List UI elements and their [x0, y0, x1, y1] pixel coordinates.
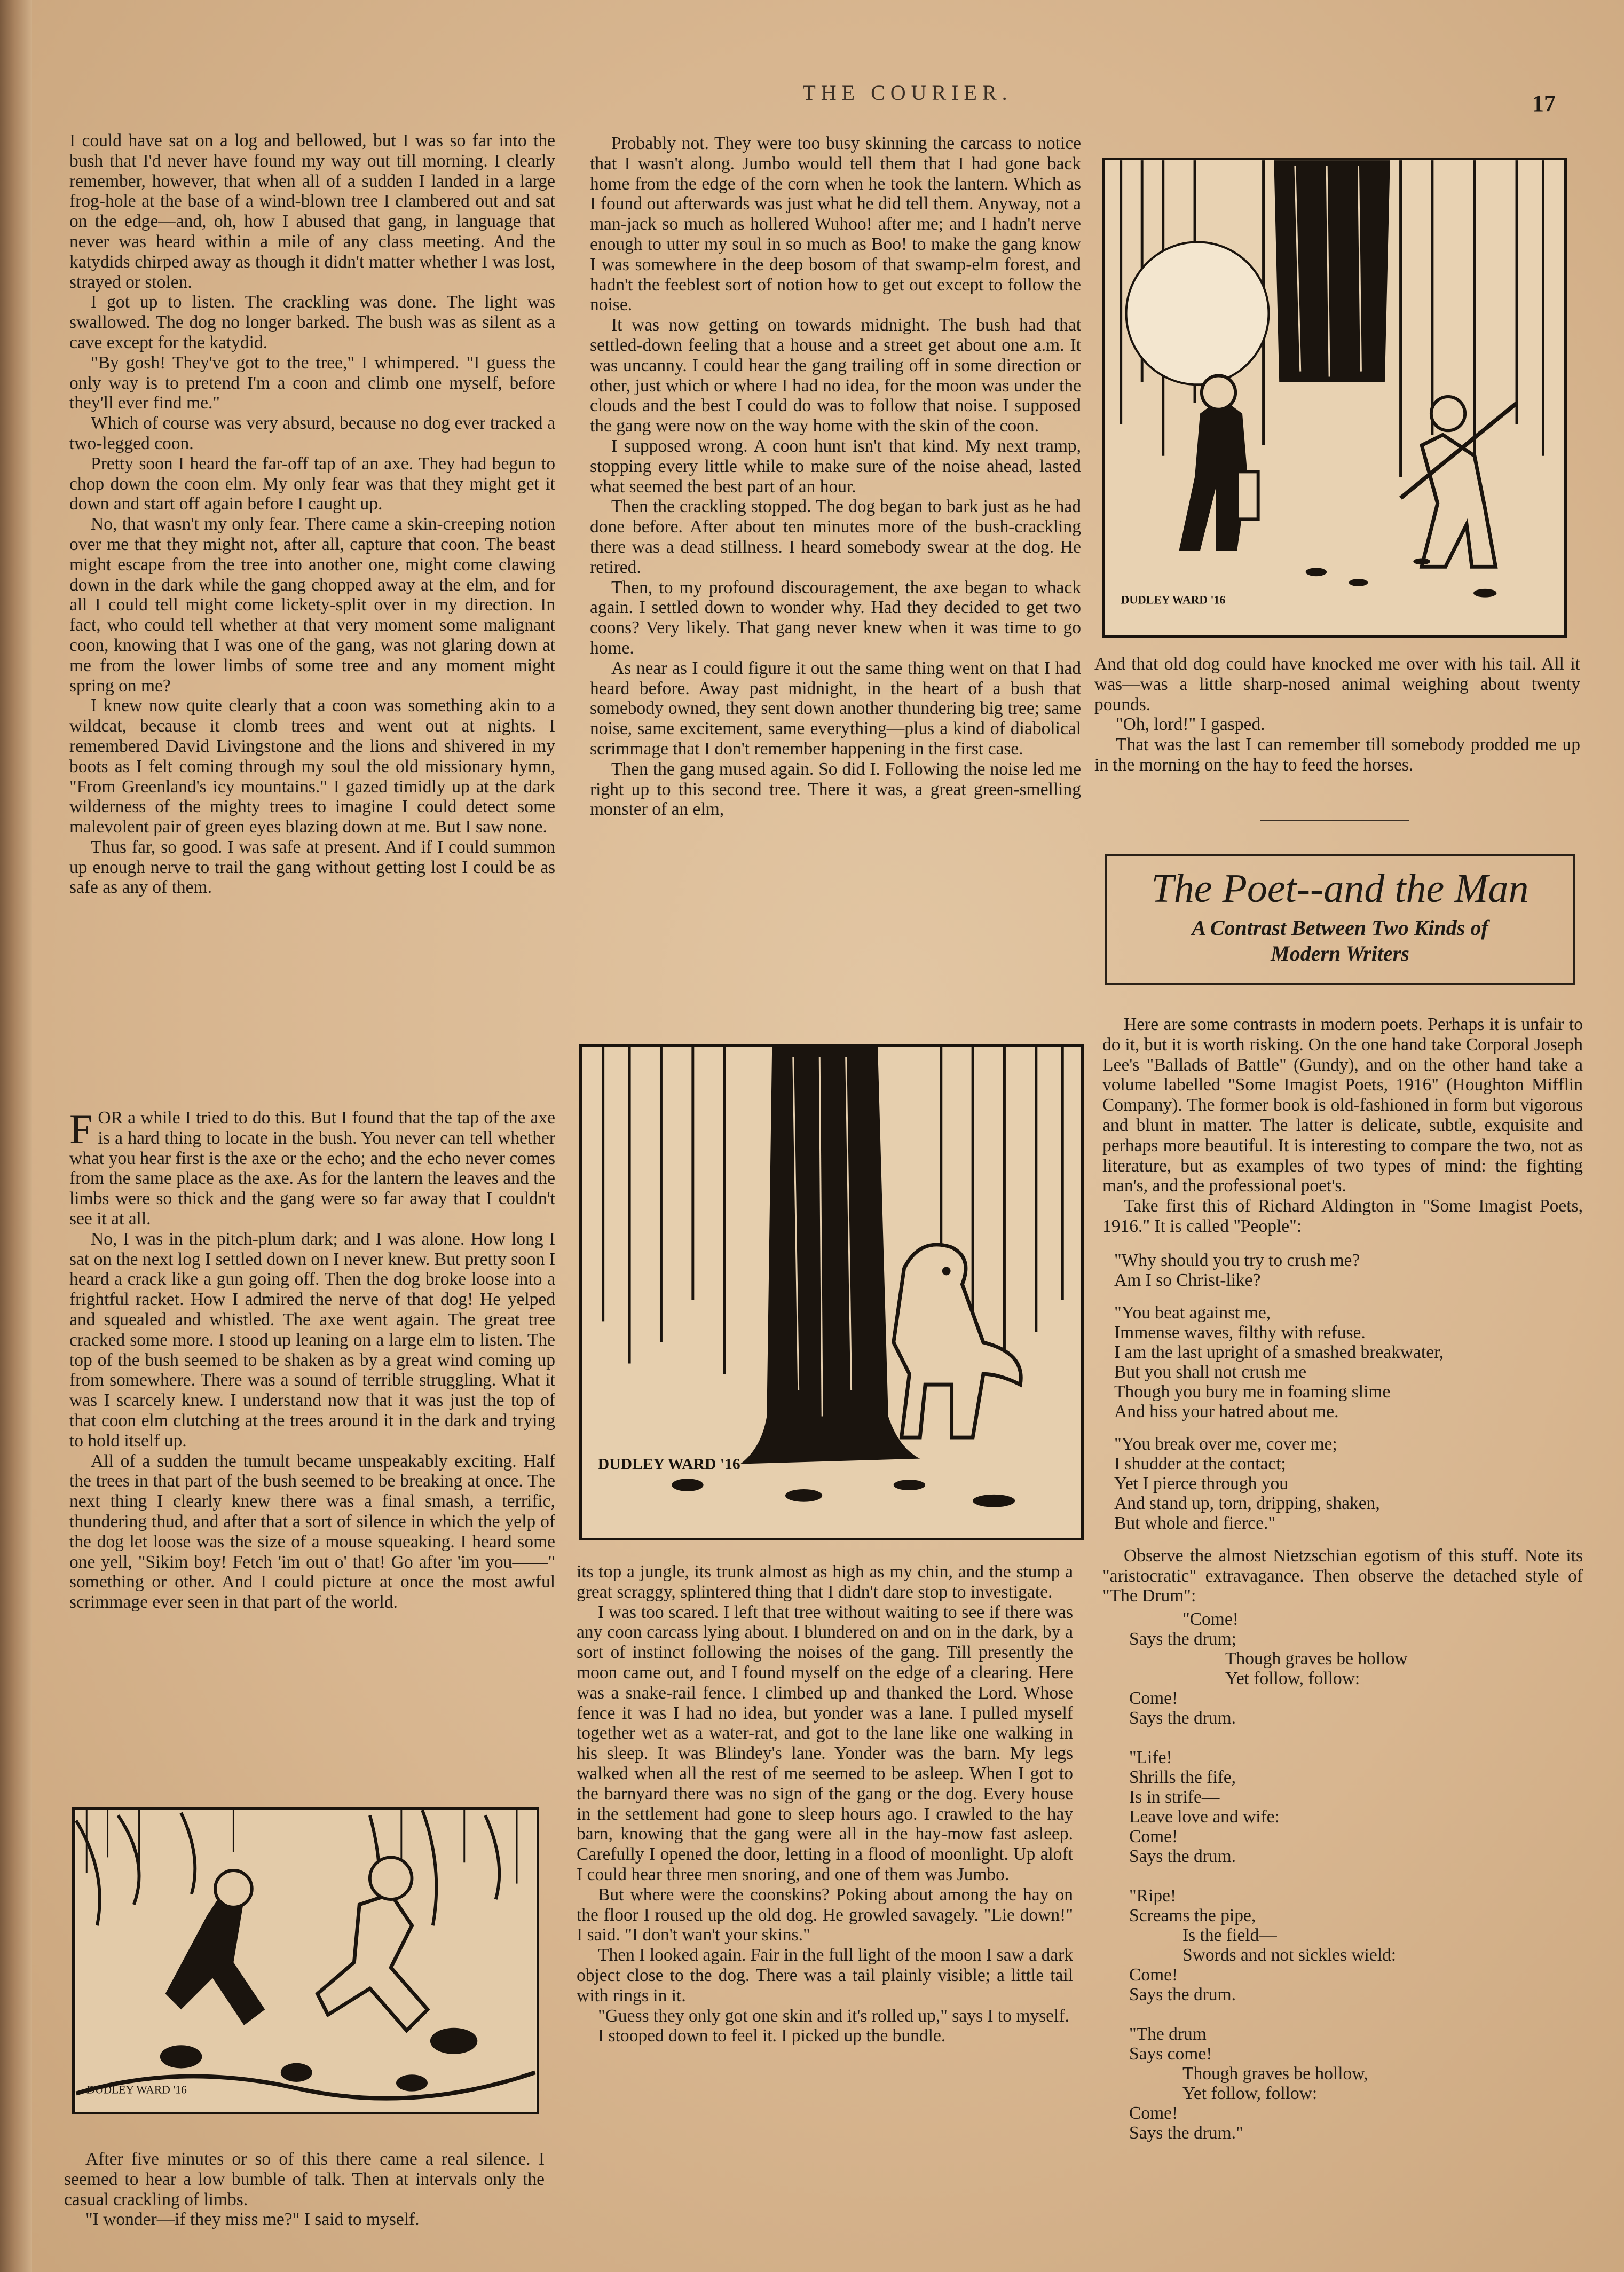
column-3-story-end	[1094, 654, 1580, 775]
poem-line: Swords and not sickles wield:	[1182, 1945, 1397, 1966]
paragraph: All of a sudden the tumult became unspeakably exciting. Half the trees in that part of the bush seemed to be breaking at once. The next thing I clearly knew there was a final smash, a terrific, thundering thud, and after that a sort of silence in which the yelp of the dog let loose was the size of a mouse squeaking. I heard some one yell, "Sikim boy! Fetch 'im out o' that! Go after 'im you——" something or other. And I could picture at once the most awful scrimmage ever seen in that part of the world.	[69, 1451, 555, 1613]
poem-line: Says the drum.	[1129, 1708, 1236, 1728]
poem-line: Says the drum.	[1129, 1846, 1236, 1867]
page-header: THE COURIER.	[802, 81, 1013, 105]
artist-signature: DUDLEY WARD '16	[597, 1456, 740, 1473]
poem-line: Says the drum.	[1129, 1985, 1236, 2005]
paragraph-text: OR a while I tried to do this. But I found that the tap of the axe is a hard thing to locate in the bush. You never can tell whether what you hear first is the axe or the echo; and the echo never comes from the same place as the axe. As for the lantern the leaves and the limbs were so thick and the gang were so far away that I couldn't see it at all.	[69, 1108, 555, 1229]
dog-tree-drawing	[582, 1047, 1081, 1538]
poem-line: "Come!	[1182, 1609, 1239, 1630]
paragraph: But where were the coonskins? Poking about among the hay on the floor I roused up the old dog. He growled savagely. "Lie down!" I said. "I don't wan't your skins."	[577, 1884, 1073, 1945]
poem-line: I am the last upright of a smashed breakwater,	[1114, 1342, 1444, 1362]
artist-signature: DUDLEY WARD '16	[1121, 593, 1226, 607]
paragraph-dropcap	[69, 1108, 555, 1229]
illustration-moonlit-chopping	[1102, 158, 1567, 638]
poem-line: Screams the pipe,	[1129, 1906, 1256, 1926]
poem-line: Come!	[1129, 1688, 1178, 1709]
poem-people	[1102, 1251, 1583, 1533]
column-1-top	[69, 131, 555, 898]
poem-line: Yet follow, follow:	[1182, 2084, 1318, 2104]
poem-line: But you shall not crush me	[1114, 1362, 1307, 1382]
poem-line: "You beat against me,	[1114, 1302, 1271, 1323]
paragraph: No, I was in the pitch-plum dark; and I was alone. How long I sat on the next log I settled down on I never knew. But pretty soon I heard a crack like a gun going off. Then the dog broke loose into a frightful racket. How I admired the nerve of that dog! He yelped and squealed and whistled. The axe went again. The great tree cracked some more. I stood up leaning on a large elm to listen. The top of the bush seemed to be shaken as by a great wind coming up from somewhere. There was a sound of terrible struggling. What it was I scarcely knew. I understand now that it was just the top of that coon elm clutching at the trees around it in the dark and trying to hold itself up.	[69, 1229, 555, 1451]
paragraph: I supposed wrong. A coon hunt isn't that kind. My next tramp, stopping every little while to make sure of the noise ahead, lasted what seemed the best part of an hour.	[590, 436, 1081, 497]
poem-line: Says the drum."	[1129, 2123, 1243, 2143]
paragraph: "I wonder—if they miss me?" I said to myself.	[85, 2210, 420, 2230]
paragraph: I got up to listen. The crackling was done. The light was swallowed. The dog no longer barked. The bush was as silent as a cave except for the katydid.	[69, 292, 555, 352]
paragraph: I stooped down to feel it. I picked up the bundle.	[598, 2026, 946, 2046]
paragraph: That was the last I can remember till somebody prodded me up in the morning on the hay to feed the horses.	[1094, 735, 1580, 775]
paragraph: Then the crackling stopped. The dog began to bark just as he had done before. After about ten minutes more of the bush-crackling there was a dead stillness. I heard somebody swear at the dog. He retired.	[590, 497, 1081, 577]
column-2-bottom	[577, 1562, 1073, 2046]
poem-line: "Ripe!	[1129, 1886, 1177, 1906]
poem-stanza	[1114, 1303, 1583, 1421]
article-subtitle-line-1: A Contrast Between Two Kinds of	[1192, 916, 1488, 940]
paragraph: its top a jungle, its trunk almost as high as my chin, and the stump a great scraggy, splintered thing that I didn't dare stop to investigate.	[577, 1562, 1073, 1602]
poem-line: "The drum	[1129, 2024, 1207, 2045]
illustration-boys-running	[72, 1807, 539, 2114]
poem-line: Come!	[1129, 2103, 1178, 2124]
paragraph: And that old dog could have knocked me over with his tail. All it was—was a little sharp-nosed animal weighing about twenty pounds.	[1094, 654, 1580, 714]
column-2-top	[590, 133, 1081, 820]
poem-line: Though graves be hollow	[1225, 1649, 1408, 1669]
paragraph: Here are some contrasts in modern poets. Perhaps it is unfair to do it, but it is worth risking. On the one hand take Corporal Joseph Lee's "Ballads of Battle" (Gundy), and on the other hand take a volume labelled "Some Imagist Poets, 1916" (Houghton Mifflin Company). The former book is old-fashioned in form but vigorous and blunt in matter. The latter is delicate, subtle, exquisite and perhaps more beautiful. It is interesting to compare the two, not as literature, but as examples of two types of mind: the fighting man's, and the professional poet's.	[1102, 1015, 1583, 1196]
page-number: 17	[1532, 90, 1556, 116]
paragraph: Probably not. They were too busy skinning the carcass to notice that I wasn't along. Jumbo would tell them that I had gone back home from the edge of the corn when he took the lantern. Which as I found out afterwards was just what he did tell them. Anyway, not a man-jack so much as hollered Wuhoo! after me; and I hadn't nerve enough to utter my soul in so much as Boo! to make the gang know I was somewhere in the deep bosom of that swamp-elm forest, and hadn't the feeblest sort of notion how to get out except to follow the noise.	[590, 133, 1081, 315]
paragraph: I could have sat on a log and bellowed, but I was so far into the bush that I'd never have found my way out till morning. I clearly remember, however, that when all of a sudden I landed in a large frog-hole at the base of a wind-blown tree I clambered out and sat on the edge—and, oh, how I abused that gang, in language that never was heard within a mile of any class meeting. And the katydids chirped away as though it didn't matter whether I was lost, strayed or stolen.	[69, 131, 555, 292]
poem-line: But whole and fierce."	[1114, 1513, 1276, 1533]
paragraph: Then I looked again. Fair in the full light of the moon I saw a dark object close to the dog. There was a tail plainly visible; a little tail with rings in it.	[577, 1945, 1073, 2006]
poem-stanza-gap	[1129, 2004, 1583, 2024]
paragraph: Take first this of Richard Aldington in "Some Imagist Poets, 1916." It is called "People":	[1102, 1196, 1583, 1236]
poem-line: Shrills the fife,	[1129, 1767, 1236, 1788]
poem-line: I shudder at the contact;	[1114, 1453, 1286, 1474]
paragraph: "By gosh! They've got to the tree," I whimpered. "I guess the only way is to pretend I'm a coon and climb one myself, before they'll ever find me."	[69, 352, 555, 413]
paragraph: No, that wasn't my only fear. There came a skin-creeping notion over me that they might not, after all, capture that coon. The beast might escape from the tree into another one, might come clawing down in the dark while the gang chopped away at the elm, and for all I could tell might come lickety-split over in my direction. In fact, who could tell whether at that very moment some malignant coon, knowing that I was one of the gang, was not glaring down at me from the lower limbs of some tree and any moment might spring on me?	[69, 514, 555, 696]
poem-line: Though you bury me in foaming slime	[1114, 1381, 1391, 1402]
section-divider	[1260, 820, 1409, 821]
poem-line: Am I so Christ-like?	[1114, 1270, 1261, 1290]
paragraph: Then the gang mused again. So did I. Following the noise led me right up to this second tree. There it was, a great green-smelling monster of an elm,	[590, 759, 1081, 820]
poem-line: Is the field—	[1182, 1925, 1277, 1946]
article-subtitle-line-2: Modern Writers	[1271, 941, 1409, 965]
poem-stanza	[1114, 1434, 1583, 1533]
moonlit-chopping-drawing	[1105, 160, 1564, 635]
poem-line: Says come!	[1129, 2044, 1212, 2064]
paragraph: I knew now quite clearly that a coon was something akin to a wildcat, because it clomb trees and went out at nights. I remembered David Livingstone and the lions and shivered in my boots as I felt coming through my soul the old missionary hymn, "From Greenland's icy mountains." I gazed timidly up at the dark wilderness of the mighty trees to imagine I could detect some malevolent pair of green eyes blazing down at me. But I saw none.	[69, 696, 555, 837]
paragraph: After five minutes or so of this there came a real silence. I seemed to hear a low bumble of talk. Then at intervals only the casual crackling of limbs.	[64, 2149, 545, 2210]
article-title-box	[1105, 854, 1575, 985]
column-1-bottom	[64, 2149, 545, 2230]
illustration-dog-at-tree	[579, 1044, 1084, 1540]
poem-stanza-gap	[1129, 1728, 1583, 1748]
poem-line: Come!	[1129, 1965, 1178, 1985]
artist-signature: DUDLEY WARD '16	[86, 2083, 187, 2096]
paragraph: Pretty soon I heard the far-off tap of an axe. They had begun to chop down the coon elm. My only fear was that they might get it down and start off again before I caught up.	[69, 453, 555, 514]
page-binding-edge	[0, 0, 32, 2272]
poem-line: Immense waves, filthy with refuse.	[1114, 1322, 1366, 1342]
poem-line: "Life!	[1129, 1748, 1172, 1768]
poem-line: Yet follow, follow:	[1225, 1669, 1360, 1689]
paragraph: "Oh, lord!" I gasped.	[1116, 714, 1265, 735]
poem-the-drum	[1102, 1609, 1583, 2143]
poem-line: Says the drum;	[1129, 1629, 1236, 1649]
column-1-middle	[69, 1108, 555, 1613]
poem-line: Come!	[1129, 1827, 1178, 1847]
paragraph: Observe the almost Nietzschian egotism of this stuff. Note its "aristocratic" extravagance. Then observe the detached style of "The Drum":	[1102, 1545, 1583, 1606]
poem-line: "Why should you try to crush me?	[1114, 1250, 1360, 1270]
paragraph: Which of course was very absurd, because no dog ever tracked a two-legged coon.	[69, 413, 555, 453]
poem-line: Is in strife—	[1129, 1787, 1220, 1807]
poem-stanza-gap	[1129, 1866, 1583, 1886]
paragraph: As near as I could figure it out the same thing went on that I had heard before. Away past midnight, in the heart of a bush that somebody owned, they sent down another thundering big tree; same noise, same excitement, same everything—plus a kind of diabolical scrimmage that I don't remember happening in the first case.	[590, 658, 1081, 759]
paragraph: "Guess they only got one skin and it's rolled up," says I to myself.	[598, 2006, 1069, 2026]
drop-cap: F	[69, 1106, 93, 1152]
paragraph: I was too scared. I left that tree without waiting to see if there was any coon carcass lying about. I blundered on and on in the dark, by a sort of instinct following the noises of the gang. Till presently the moon came out, and I found myself on the edge of a clearing. Here was a snake-rail fence. I climbed up and thanked the Lord. Whose fence it was I had no idea, but yonder was a lane. I pulled myself together wet as a water-rat, and got to the lane like one walking in his sleep. It was Blindey's lane. Yonder was the barn. My legs walked when all the rest of me seemed to be asleep. When I got to the barnyard there was no sign of the gang or the dog. Every house in the settlement had gone to sleep hours ago. I crawled to the hay barn, knowing that the gang were all in the hay-mow fast asleep. Carefully I opened the door, letting in a flood of moonlight. Up aloft I could hear three men snoring, and one of them was Jumbo.	[577, 1602, 1073, 1884]
poem-line: Yet I pierce through you	[1114, 1473, 1288, 1493]
poem-line: Leave love and wife:	[1129, 1807, 1280, 1827]
poem-line: And hiss your hatred about me.	[1114, 1401, 1339, 1421]
paragraph: Then, to my profound discouragement, the axe began to whack again. I settled down to wonder why. Had they decided to get two coons? Very likely. That gang never knew when it was time to go home.	[590, 577, 1081, 658]
paragraph: Thus far, so good. I was safe at present. And if I could summon up enough nerve to trail the gang without getting lost I could be as safe as any of them.	[69, 837, 555, 898]
poem-line: And stand up, torn, dripping, shaken,	[1114, 1493, 1380, 1513]
paragraph: It was now getting on towards midnight. The bush had that settled-down feeling that a house and a street get about one a.m. It was uncanny. I could hear the gang trailing off in some direction or other, just which or where I had no idea, for the moon was under the clouds and the best I could do was to follow that noise. I supposed the gang were now on the way home with the skin of the coon.	[590, 315, 1081, 436]
boys-running-drawing	[75, 1810, 537, 2112]
poem-stanza	[1114, 1251, 1583, 1290]
poem-line: Though graves be hollow,	[1182, 2064, 1368, 2084]
article-title: The Poet--and the Man	[1151, 866, 1529, 911]
column-3-article	[1102, 1015, 1583, 2143]
poem-line: "You break over me, cover me;	[1114, 1434, 1337, 1454]
